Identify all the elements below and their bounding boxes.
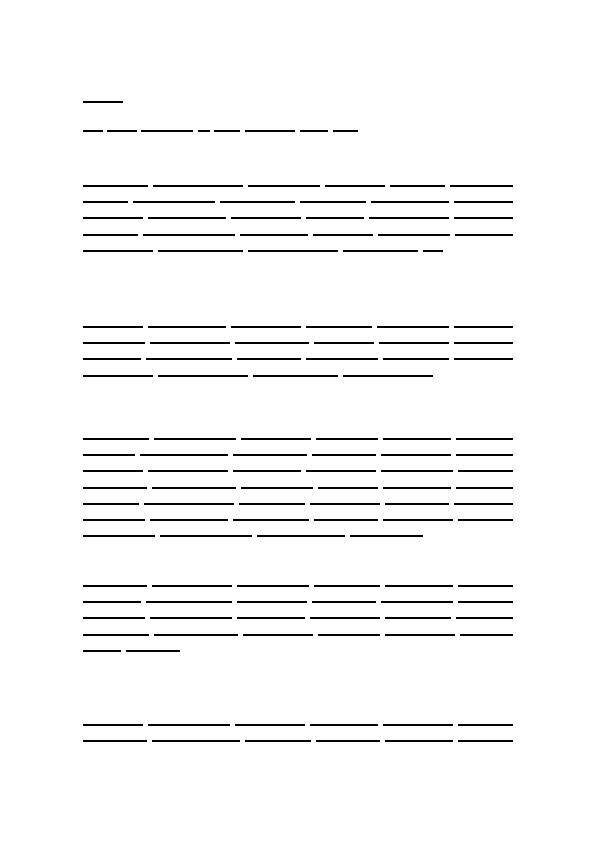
paragraph-5 [83,724,513,756]
paragraph-4 [83,585,513,666]
document-subheading [83,130,358,132]
paragraph-3 [83,438,513,551]
paragraph-2 [83,326,513,391]
document-heading [83,101,123,103]
paragraph-1 [83,185,513,266]
